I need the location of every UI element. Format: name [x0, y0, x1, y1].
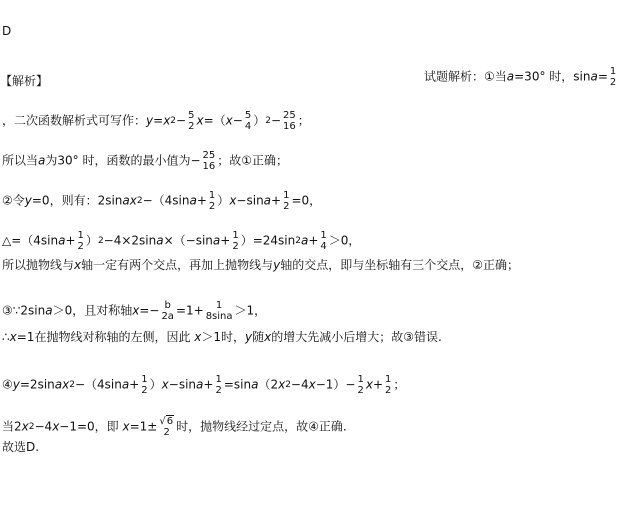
var-a: a: [45, 303, 53, 318]
text: +: [203, 377, 214, 392]
fraction: [214, 374, 222, 396]
var-y: y: [146, 113, 154, 128]
text: =0，则有：2sin: [31, 193, 123, 208]
text: −1=0，即: [59, 419, 123, 434]
var-a: a: [121, 377, 130, 392]
text: ∴: [2, 330, 10, 344]
text: +: [271, 193, 282, 208]
exponent: 2: [295, 235, 301, 246]
var-a: a: [122, 193, 130, 208]
var-x: x: [74, 258, 82, 272]
text: −: [232, 113, 243, 128]
text: −sin: [236, 193, 264, 208]
var-x: x: [129, 193, 137, 208]
var-x: x: [225, 113, 233, 128]
denominator: 4: [320, 241, 327, 252]
denominator: 2a: [161, 311, 174, 322]
text: −4: [34, 419, 53, 434]
denominator: 2: [163, 427, 170, 438]
text: 当2: [2, 419, 22, 434]
answer-letter: D: [2, 24, 12, 38]
var-y: y: [273, 258, 281, 272]
var-a: a: [54, 377, 63, 392]
denominator: 2: [141, 385, 148, 396]
solution-line-8: [2, 330, 442, 344]
exponent: 2: [285, 379, 291, 390]
fraction: [160, 300, 175, 322]
text: ；: [393, 377, 406, 392]
var-a: a: [506, 69, 515, 84]
var-x: x: [21, 419, 29, 434]
numerator: 5: [188, 110, 195, 121]
fraction: [319, 230, 327, 252]
solution-line-2: [2, 110, 310, 132]
text: =1+: [175, 303, 204, 318]
fraction: [244, 110, 252, 132]
exponent: 2: [28, 421, 35, 432]
var-a: a: [196, 377, 204, 392]
text: =1在抛物线对称轴的左侧，因此: [16, 330, 195, 344]
solution-line-1: [424, 66, 618, 88]
text: +: [129, 377, 140, 392]
denominator: 2: [385, 385, 392, 396]
text: +: [220, 233, 231, 248]
text: −（4sin: [142, 193, 190, 208]
exponent: 2: [97, 235, 104, 246]
fraction: [356, 374, 364, 396]
text: =−: [139, 303, 160, 318]
var-x: x: [62, 377, 70, 392]
exponent: 2: [136, 195, 143, 206]
text: 试题解析：①当: [424, 69, 507, 84]
text: 所以抛物线与: [2, 258, 75, 272]
text: −4: [290, 377, 309, 392]
solution-line-9: [2, 374, 405, 396]
solution-line-3: [2, 150, 288, 172]
var-x: x: [9, 330, 17, 344]
var-a: a: [300, 233, 309, 248]
numerator: 1: [283, 190, 290, 201]
text: =2sin: [19, 377, 55, 392]
denominator: 2: [357, 385, 364, 396]
fraction: [187, 110, 195, 132]
var-x: x: [194, 330, 202, 344]
fraction: [208, 190, 216, 212]
var-a: a: [590, 69, 598, 84]
numerator: 1: [208, 190, 216, 201]
var-x: x: [229, 193, 237, 208]
denominator: 2: [77, 241, 84, 252]
text: 的增大先减小后增大；故③错误.: [271, 330, 442, 344]
var-x: x: [308, 377, 316, 392]
conclusion: 故选D.: [2, 440, 40, 454]
text: =30° 时，sin: [514, 69, 591, 84]
fraction: [205, 300, 234, 322]
text: −1）−: [315, 377, 356, 392]
numerator: 5: [244, 110, 252, 121]
denominator: 2: [188, 121, 195, 132]
solution-line-4: [2, 190, 321, 212]
denominator: 16: [202, 161, 216, 172]
var-a: a: [156, 233, 164, 248]
fraction: [231, 230, 239, 252]
text: +: [372, 377, 384, 392]
numerator: 25: [283, 110, 296, 121]
solution-line-10: [2, 416, 347, 438]
text: ）: [253, 113, 266, 128]
fraction: [384, 374, 392, 396]
text: ；故①正确；: [217, 153, 289, 168]
numerator: 1: [320, 230, 327, 241]
var-a: a: [189, 193, 197, 208]
var-x: x: [365, 377, 373, 392]
text: =: [597, 69, 608, 84]
numerator: 1: [385, 374, 392, 385]
var-y: y: [12, 377, 20, 392]
text: 轴一定有两个交点，再加上抛物线与: [81, 258, 274, 272]
fraction-one-half: [609, 66, 617, 88]
var-x: x: [278, 377, 286, 392]
text: ④: [2, 377, 13, 392]
var-x: x: [264, 330, 272, 344]
text: =（: [203, 113, 226, 128]
text: △=（4sin: [2, 233, 59, 248]
text: ）=24sin: [240, 233, 296, 248]
text: 为30° 时，函数的最小值为−: [45, 153, 201, 168]
numerator: 25: [202, 150, 216, 161]
numerator: 1: [232, 230, 239, 241]
text: =sin: [223, 377, 252, 392]
radicand: 6: [166, 416, 174, 427]
denominator: 8sina: [205, 311, 233, 322]
text: =1±: [129, 419, 158, 434]
numerator: 1: [609, 66, 617, 77]
text: +: [65, 233, 76, 248]
text: +: [308, 233, 319, 248]
text: 时，抛物线经过定点，故④正确.: [176, 419, 347, 434]
text: ＞0，: [328, 233, 361, 248]
exponent: 2: [170, 115, 177, 126]
denominator: 2: [215, 385, 222, 396]
numerator: 1: [357, 374, 364, 385]
var-x: x: [163, 113, 171, 128]
text: ）: [149, 377, 162, 392]
var-x: x: [161, 377, 169, 392]
fraction: [202, 150, 217, 172]
var-a: a: [38, 153, 46, 168]
text: −4×2sin: [103, 233, 157, 248]
denominator: 2: [232, 241, 239, 252]
solution-line-6: [2, 258, 519, 272]
denominator: 16: [283, 121, 296, 132]
fraction: [140, 374, 148, 396]
text: ＞1，: [234, 303, 267, 318]
text: 轴的交点，即与坐标轴有三个交点，②正确；: [280, 258, 520, 272]
text: ，二次函数解析式可写作：: [2, 113, 147, 128]
text: ②令: [2, 193, 25, 208]
text: ③∵2sin: [2, 303, 46, 318]
var-y: y: [24, 193, 32, 208]
numerator: 1: [141, 374, 148, 385]
text: −（4sin: [74, 377, 122, 392]
numerator: 1: [215, 300, 223, 311]
solution-line-5: [2, 230, 360, 252]
var-x: x: [52, 419, 60, 434]
text: =0，: [291, 193, 322, 208]
text: −: [270, 113, 281, 128]
var-a: a: [58, 233, 66, 248]
text: ＞1时，: [201, 330, 246, 344]
sqrt-symbol: √: [159, 416, 166, 427]
denominator: 2: [208, 201, 216, 212]
text: ＞0，且对称轴: [52, 303, 133, 318]
text: +: [196, 193, 207, 208]
numerator: [158, 416, 175, 427]
fraction-root: [158, 416, 175, 438]
var-a: a: [263, 193, 272, 208]
text: 所以当: [2, 153, 39, 168]
solution-line-7: [2, 300, 266, 322]
numerator: b: [164, 300, 171, 311]
var-y: y: [245, 330, 253, 344]
fraction: [282, 110, 297, 132]
text: ×（−sin: [163, 233, 213, 248]
text: −: [176, 113, 187, 128]
exponent: 2: [69, 379, 75, 390]
exponent: 2: [265, 115, 271, 126]
denominator: 2: [609, 77, 617, 88]
text: 随: [252, 330, 265, 344]
var-x: x: [196, 113, 204, 128]
text: ；: [297, 113, 310, 128]
text: （2: [258, 377, 279, 392]
numerator: 1: [77, 230, 84, 241]
numerator: 1: [215, 374, 222, 385]
text: −sin: [168, 377, 197, 392]
analysis-label: 【解析】: [0, 74, 49, 88]
fraction: [77, 230, 85, 252]
text: ）: [85, 233, 98, 248]
fraction: [282, 190, 290, 212]
text: =: [153, 113, 164, 128]
denominator: 4: [244, 121, 252, 132]
var-a: a: [251, 377, 259, 392]
denominator: 2: [283, 201, 290, 212]
text: ）: [217, 193, 230, 208]
var-x: x: [132, 303, 140, 318]
var-a: a: [212, 233, 221, 248]
var-x: x: [122, 419, 130, 434]
